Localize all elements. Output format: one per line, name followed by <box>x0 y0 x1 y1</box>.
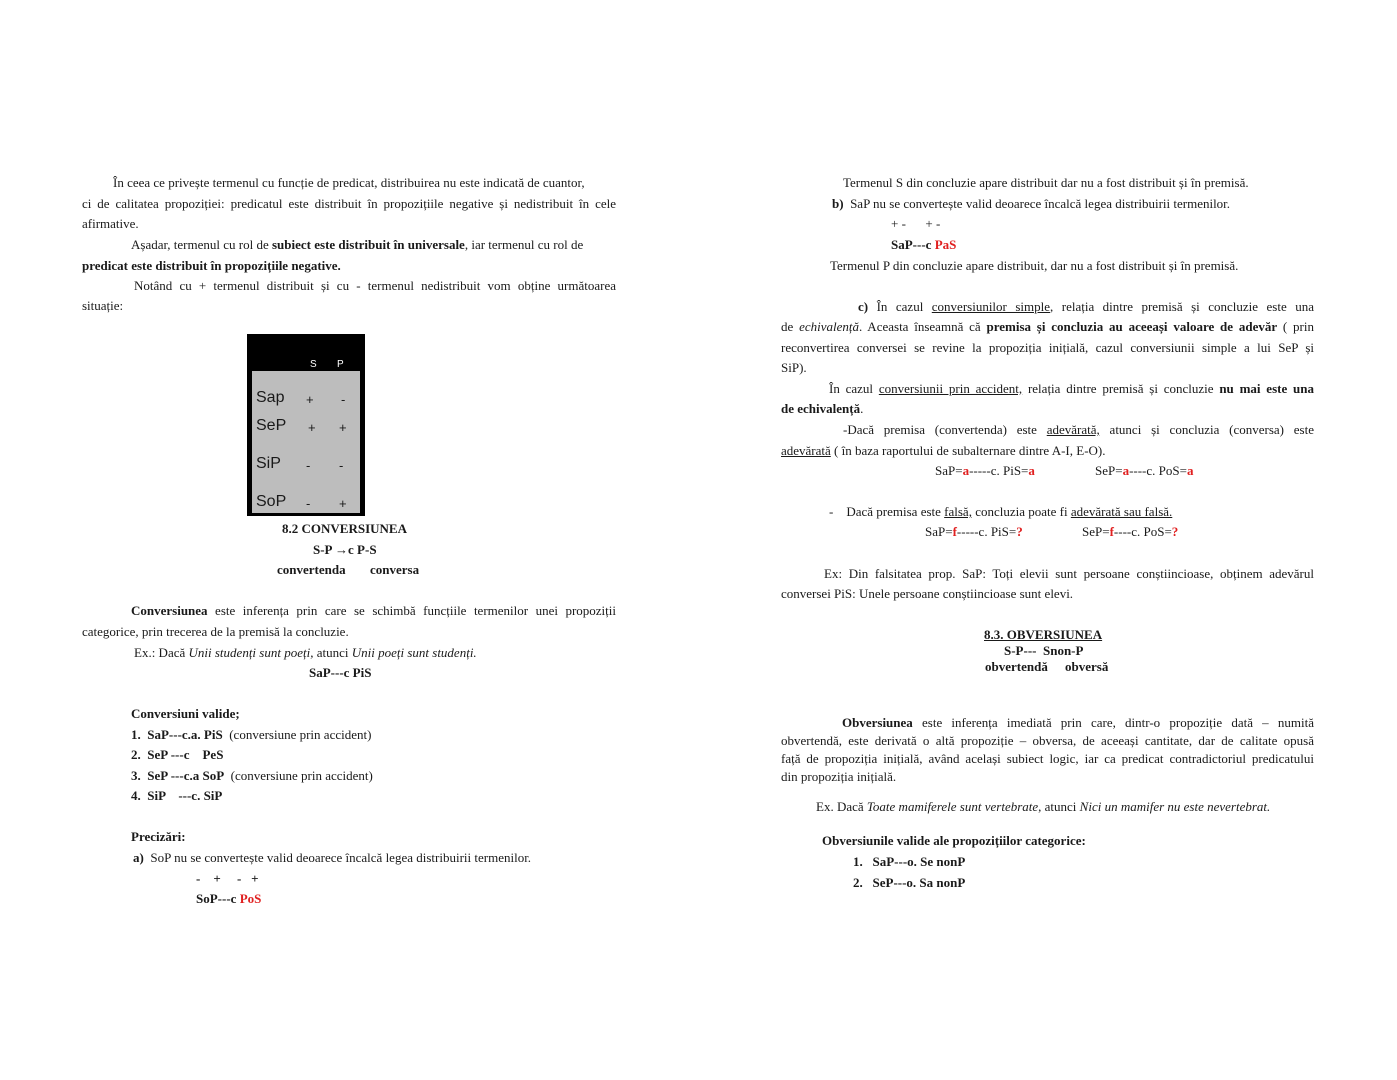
formula: S-P--- Snon-P <box>1004 643 1084 658</box>
example-line: conversei PiS: Unele persoane conștiincioase sunt elevi. <box>781 586 1074 601</box>
list-item: 4. SiP ---c. SiP <box>131 788 223 803</box>
section-title: 8.3. OBVERSIUNEA <box>984 627 1103 642</box>
subsection-title: Precizări: <box>131 829 186 844</box>
note-line: a) SoP nu se convertește valid deoarece încalcă legea distribuirii termenilor. <box>133 850 532 865</box>
formula: SeP=a----c. PoS=a <box>1095 463 1194 478</box>
paragraph-line: din propoziția inițială. <box>781 769 897 784</box>
paragraph-line: obvertendă, este derivată o altă propoziție – obversa, de aceeași cantitate, dar de calitate opusă <box>781 733 1314 748</box>
formula: SaP=f-----c. PiS=? <box>925 524 1023 539</box>
table-row-label: SiP <box>256 455 281 472</box>
example-line: Ex.: Dacă Unii studenți sunt poeți, atunci Unii poeți sunt studenți. <box>134 645 477 660</box>
paragraph-line: În ceea ce privește termenul cu funcție de predicat, distribuirea nu este indicată de cuantor, <box>113 175 585 190</box>
section-title: 8.2 CONVERSIUNEA <box>282 521 407 536</box>
term-label: obvertendă <box>985 659 1048 674</box>
subsection-title: Obversiunile valide ale propozițiilor categorice: <box>822 833 1086 848</box>
paragraph-line: SiP). <box>781 360 807 375</box>
paragraph-line: situație: <box>82 298 124 313</box>
list-item: 1. SaP---c.a. PiS (conversiune prin accident) <box>131 727 372 742</box>
table-body <box>252 371 360 513</box>
list-item: 1. SaP---o. Se nonP <box>853 854 966 869</box>
paragraph-line: Termenul P din concluzie apare distribuit, dar nu a fost distribuit și în premisă. <box>830 258 1239 273</box>
table-cell: + <box>306 392 314 407</box>
paragraph-line: ci de calitatea propoziției: predicatul este distribuit în propozițiile negative și nedistribuit în cele <box>82 196 616 211</box>
table-cell: + <box>339 496 347 511</box>
table-cell: + <box>339 420 347 435</box>
note-line: b) SaP nu se convertește valid deoarece încalcă legea distribuirii termenilor. <box>832 196 1231 211</box>
paragraph-line: predicat este distribuit în propozițiile negative. <box>82 258 341 273</box>
example-line: Ex: Din falsitatea prop. SaP: Toți elevii sunt persoane conștiincioase, obținem adevărul <box>824 566 1314 581</box>
formula: SoP---c PoS <box>196 891 262 906</box>
table-cell: + <box>308 420 316 435</box>
list-item: 2. SeP ---c PeS <box>131 747 224 762</box>
table-header-s: S <box>310 359 317 370</box>
paragraph-line: Termenul S din concluzie apare distribuit dar nu a fost distribuit și în premisă. <box>843 175 1249 190</box>
table-row-label: SoP <box>256 493 287 510</box>
paragraph-line: Conversiunea este inferența prin care se schimbă funcțiile termenilor unei propoziții <box>131 603 616 618</box>
list-item: 3. SeP ---c.a SoP (conversiune prin accident) <box>131 768 373 783</box>
sign-line: - + - + <box>196 871 259 886</box>
table-row-label: SeP <box>256 417 287 434</box>
paragraph-line: adevărată ( în baza raportului de subalternare dintre A-I, E-O). <box>781 443 1106 458</box>
paragraph-line: categorice, prin trecerea de la premisă la concluzie. <box>82 624 349 639</box>
formula: SeP=f----c. PoS=? <box>1082 524 1179 539</box>
term-label: conversa <box>370 562 420 577</box>
paragraph-line: reconvertirea conversei se revine la propoziția inițială, cazul conversiunii simple a lui SeP și <box>781 340 1314 355</box>
table-row-label: Sap <box>256 389 285 406</box>
formula: S-P →c P-S <box>313 542 377 557</box>
formula: SaP=a-----c. PiS=a <box>935 463 1035 478</box>
paragraph-line: de echivalență. Aceasta înseamnă că premisa și concluzia au aceeași valoare de adevăr ( prin <box>781 319 1314 334</box>
paragraph-line: de echivalență. <box>781 401 864 416</box>
example-line: Ex. Dacă Toate mamiferele sunt vertebrate, atunci Nici un mamifer nu este nevertebrat. <box>816 799 1271 814</box>
table-cell: - <box>306 496 311 511</box>
table-cell: - <box>306 458 311 473</box>
distribution-table <box>247 334 365 516</box>
paragraph-line: c) În cazul conversiunilor simple, relația dintre premisă și concluzie este una <box>858 299 1314 314</box>
paragraph-line: - Dacă premisa este falsă, concluzia poate fi adevărată sau falsă. <box>829 504 1173 519</box>
paragraph-line: față de propoziția inițială, având același subiect logic, iar ca predicat contradictoriul predicatului <box>781 751 1314 766</box>
term-label: convertenda <box>277 562 346 577</box>
paragraph-line: -Dacă premisa (convertenda) este adevărată, atunci și concluzia (conversa) este <box>843 422 1314 437</box>
table-cell: - <box>339 458 344 473</box>
formula: SaP---c PiS <box>309 665 372 680</box>
table-cell: - <box>341 392 346 407</box>
paragraph-line: afirmative. <box>82 216 139 231</box>
paragraph-line: Obversiunea este inferența imediată prin care, dintr-o propoziție dată – numită <box>842 715 1314 730</box>
subsection-title: Conversiuni valide; <box>131 706 240 721</box>
sign-line: + - + - <box>891 216 941 231</box>
paragraph-line: Notând cu + termenul distribuit și cu - termenul nedistribuit vom obține următoarea <box>134 278 616 293</box>
formula: SaP---c PaS <box>891 237 957 252</box>
paragraph-line: Așadar, termenul cu rol de subiect este distribuit în universale, iar termenul cu rol de <box>131 237 584 252</box>
table-header-p: P <box>337 359 344 370</box>
list-item: 2. SeP---o. Sa nonP <box>853 875 966 890</box>
paragraph-line: În cazul conversiunii prin accident, relația dintre premisă și concluzie nu mai este una <box>829 381 1314 396</box>
term-label: obversă <box>1065 659 1109 674</box>
